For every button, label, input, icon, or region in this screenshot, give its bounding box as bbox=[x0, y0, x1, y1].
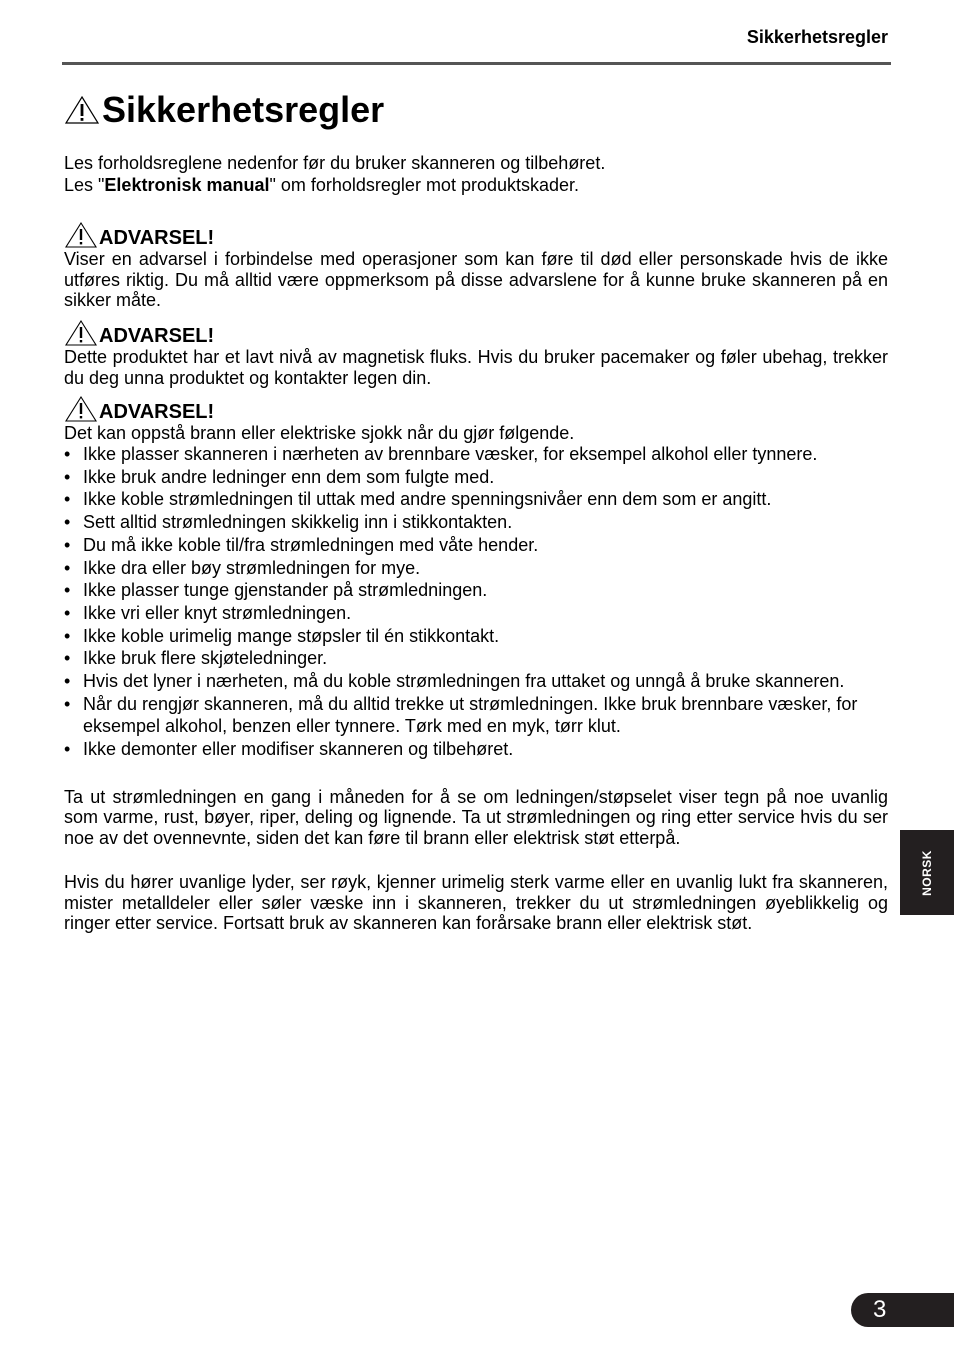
warning-block-3 bbox=[64, 395, 888, 761]
electronic-manual-reference: Elektronisk manual bbox=[104, 175, 270, 195]
list-item: • Ikke dra eller bøy strømledningen for mye. bbox=[64, 557, 888, 580]
list-item: • Ikke bruk flere skjøteledninger. bbox=[64, 647, 888, 670]
warning-triangle-icon bbox=[64, 95, 100, 125]
list-item: • Ikke plasser tunge gjenstander på strømledningen. bbox=[64, 579, 888, 602]
intro bbox=[64, 152, 888, 196]
hazard-list bbox=[64, 443, 888, 761]
warning-heading bbox=[64, 395, 888, 423]
page-number: 3 bbox=[851, 1293, 954, 1327]
warning-block-1 bbox=[64, 221, 888, 311]
header-rule bbox=[62, 62, 891, 65]
intro-line-2 bbox=[64, 174, 888, 196]
page-content bbox=[64, 88, 888, 934]
warning-heading-text: ADVARSEL! bbox=[99, 227, 215, 249]
emergency-paragraph: Hvis du hører uvanlige lyder, ser røyk, kjenner urimelig sterk varme eller en uvanlig lukt fra skanneren, mister metalldeler eller søler væske inn i skanneren, trekker du ut strømledningen øyeblikkelig og ringer etter service. Fortsatt bruk av skanneren kan forårsake brann eller elektrisk støt. bbox=[64, 872, 888, 934]
inspection-paragraph: Ta ut strømledningen en gang i måneden for å se om ledningen/støpselet viser tegn på noe uvanlig som varme, rust, bøyer, riper, deling og lignende. Ta ut strømledningen og ring etter service hvis du ser noe av det ovennevnte, siden det kan føre til brann eller elektrisk støt etterpå. bbox=[64, 786, 888, 848]
intro-line-2-suffix: " om forholdsregler mot produktskader. bbox=[269, 175, 580, 195]
warning-triangle-icon bbox=[64, 319, 98, 347]
list-item: • Ikke vri eller knyt strømledningen. bbox=[64, 602, 888, 625]
page-title bbox=[64, 88, 888, 132]
list-item: • Sett alltid strømledningen skikkelig inn i stikkontakten. bbox=[64, 511, 888, 534]
list-item: • Ikke koble strømledningen til uttak med andre spenningsnivåer enn dem som er angitt. bbox=[64, 488, 888, 511]
running-header-title: Sikkerhetsregler bbox=[746, 27, 888, 47]
warning-text: Det kan oppstå brann eller elektriske sjokk når du gjør følgende. bbox=[64, 422, 575, 443]
warning-heading bbox=[64, 319, 888, 347]
list-item: • Når du rengjør skanneren, må du alltid trekke ut strømledningen. Ikke bruk brennbare væsker, for eksempel alkohol, benzen eller tynnere. Tørk med en myk, tørr klut. bbox=[64, 693, 888, 738]
list-item: • Ikke demonter eller modifiser skanneren og tilbehøret. bbox=[64, 738, 888, 761]
warning-triangle-icon bbox=[64, 221, 98, 249]
warning-heading-text: ADVARSEL! bbox=[99, 400, 215, 423]
page-title-text: Sikkerhetsregler bbox=[102, 89, 385, 130]
list-item: • Ikke koble urimelig mange støpsler til én stikkontakt. bbox=[64, 625, 888, 648]
list-item: • Ikke bruk andre ledninger enn dem som fulgte med. bbox=[64, 466, 888, 489]
warning-block-2 bbox=[64, 319, 888, 389]
warning-heading bbox=[64, 221, 888, 249]
intro-line-1: Les forholdsreglene nedenfor før du bruker skanneren og tilbehøret. bbox=[64, 153, 606, 173]
warning-text: Viser en advarsel i forbindelse med operasjoner som kan føre til død eller personskade hvis de ikke utføres riktig. Du må alltid være oppmerksom på disse advarslene for å kunne bruke skanneren på en sikker måte. bbox=[64, 249, 888, 310]
list-item: • Du må ikke koble til/fra strømledningen med våte hender. bbox=[64, 534, 888, 557]
warning-text: Dette produktet har et lavt nivå av magnetisk fluks. Hvis du bruker pacemaker og føler ubehag, trekker du deg unna produktet og kontakter legen din. bbox=[64, 346, 888, 388]
intro-line-2-prefix: Les " bbox=[64, 175, 105, 195]
list-item: • Hvis det lyner i nærheten, må du koble strømledningen fra uttaket og unngå å bruke skanneren. bbox=[64, 670, 888, 693]
warning-heading-text: ADVARSEL! bbox=[99, 324, 215, 347]
list-item: • Ikke plasser skanneren i nærheten av brennbare væsker, for eksempel alkohol eller tynnere. bbox=[64, 443, 888, 466]
warning-triangle-icon bbox=[64, 395, 98, 423]
language-side-tab bbox=[900, 830, 954, 915]
language-tab-label: NORSK bbox=[920, 849, 934, 896]
